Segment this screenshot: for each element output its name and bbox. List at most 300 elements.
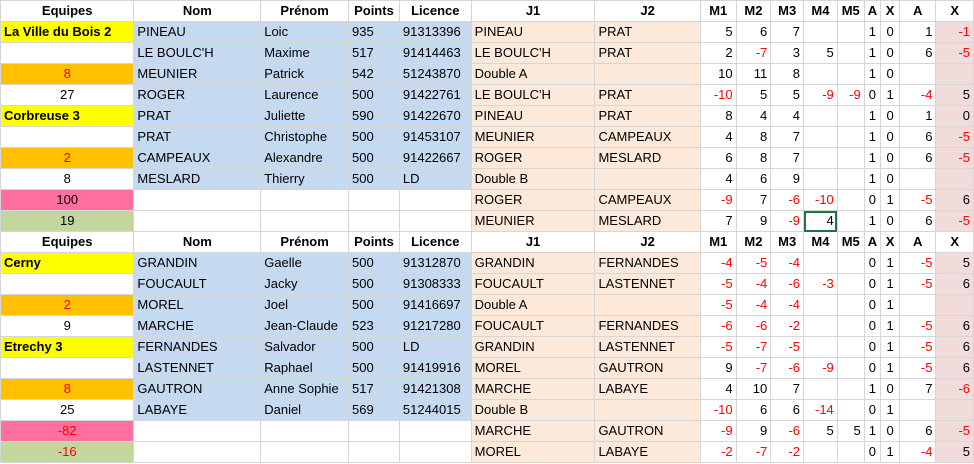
player-nom-cell[interactable]: GRANDIN: [134, 253, 261, 274]
hdr-a2[interactable]: A: [900, 232, 936, 253]
points-a-cell[interactable]: 6: [900, 43, 936, 64]
win-x-cell[interactable]: 0: [881, 106, 900, 127]
win-a-cell[interactable]: 1: [864, 379, 880, 400]
hdr-points[interactable]: Points: [349, 1, 400, 22]
set-score-cell[interactable]: [837, 190, 864, 211]
player-nom-cell[interactable]: MOREL: [134, 295, 261, 316]
points-x-cell[interactable]: 6: [936, 316, 974, 337]
win-a-cell[interactable]: 0: [864, 316, 880, 337]
player-prenom-cell[interactable]: Patrick: [261, 64, 349, 85]
player-licence-cell[interactable]: 91312870: [399, 253, 471, 274]
team-cell[interactable]: -82: [1, 421, 134, 442]
set-score-cell[interactable]: 6: [771, 400, 804, 421]
points-x-cell[interactable]: -5: [936, 148, 974, 169]
player-points-cell[interactable]: 569: [349, 400, 400, 421]
win-x-cell[interactable]: 1: [881, 442, 900, 463]
win-a-cell[interactable]: 0: [864, 253, 880, 274]
set-score-cell[interactable]: [837, 106, 864, 127]
set-score-cell[interactable]: -6: [700, 316, 736, 337]
player-licence-cell[interactable]: 51243870: [399, 64, 471, 85]
set-score-cell[interactable]: 6: [736, 169, 771, 190]
player-nom-cell[interactable]: PRAT: [134, 106, 261, 127]
points-x-cell[interactable]: [936, 64, 974, 85]
player-licence-cell[interactable]: LD: [399, 337, 471, 358]
set-score-cell[interactable]: [804, 337, 838, 358]
team-cell[interactable]: 2: [1, 295, 134, 316]
win-a-cell[interactable]: 0: [864, 442, 880, 463]
hdr-m5[interactable]: M5: [837, 1, 864, 22]
win-x-cell[interactable]: 0: [881, 421, 900, 442]
points-x-cell[interactable]: 6: [936, 274, 974, 295]
set-score-cell[interactable]: 5: [771, 85, 804, 106]
set-score-cell[interactable]: -9: [700, 190, 736, 211]
player-nom-cell[interactable]: ROGER: [134, 85, 261, 106]
set-score-cell[interactable]: [804, 169, 838, 190]
set-score-cell[interactable]: -10: [700, 400, 736, 421]
win-a-cell[interactable]: 1: [864, 106, 880, 127]
points-x-cell[interactable]: -6: [936, 379, 974, 400]
match-j1-cell[interactable]: MEUNIER: [471, 211, 595, 232]
win-x-cell[interactable]: 0: [881, 43, 900, 64]
player-prenom-cell[interactable]: Christophe: [261, 127, 349, 148]
match-j1-cell[interactable]: Double B: [471, 400, 595, 421]
set-score-cell[interactable]: -5: [700, 274, 736, 295]
team-cell[interactable]: -16: [1, 442, 134, 463]
points-x-cell[interactable]: 6: [936, 358, 974, 379]
win-a-cell[interactable]: 1: [864, 169, 880, 190]
set-score-cell[interactable]: 5: [837, 421, 864, 442]
team-cell[interactable]: 8: [1, 64, 134, 85]
set-score-cell[interactable]: 4: [736, 106, 771, 127]
set-score-cell[interactable]: 7: [736, 190, 771, 211]
match-j2-cell[interactable]: PRAT: [595, 22, 700, 43]
player-prenom-cell[interactable]: Jacky: [261, 274, 349, 295]
set-score-cell[interactable]: -9: [837, 85, 864, 106]
player-nom-cell[interactable]: CAMPEAUX: [134, 148, 261, 169]
win-x-cell[interactable]: 0: [881, 379, 900, 400]
win-a-cell[interactable]: 1: [864, 148, 880, 169]
set-score-cell[interactable]: 6: [736, 400, 771, 421]
player-points-cell[interactable]: 500: [349, 169, 400, 190]
hdr-m2[interactable]: M2: [736, 1, 771, 22]
player-prenom-cell[interactable]: Daniel: [261, 400, 349, 421]
player-nom-cell[interactable]: PINEAU: [134, 22, 261, 43]
hdr-a[interactable]: A: [864, 232, 880, 253]
match-j2-cell[interactable]: [595, 169, 700, 190]
set-score-cell[interactable]: [837, 22, 864, 43]
player-prenom-cell[interactable]: Anne Sophie: [261, 379, 349, 400]
set-score-cell[interactable]: [837, 127, 864, 148]
player-nom-cell[interactable]: MEUNIER: [134, 64, 261, 85]
points-a-cell[interactable]: -5: [900, 358, 936, 379]
set-score-cell[interactable]: 8: [736, 127, 771, 148]
win-x-cell[interactable]: 1: [881, 358, 900, 379]
set-score-cell[interactable]: [837, 379, 864, 400]
player-nom-cell[interactable]: FERNANDES: [134, 337, 261, 358]
set-score-cell[interactable]: [804, 295, 838, 316]
team-cell[interactable]: 100: [1, 190, 134, 211]
points-a-cell[interactable]: 6: [900, 211, 936, 232]
win-a-cell[interactable]: 1: [864, 421, 880, 442]
team-cell[interactable]: 8: [1, 379, 134, 400]
points-a-cell[interactable]: -5: [900, 253, 936, 274]
player-points-cell[interactable]: 517: [349, 43, 400, 64]
set-score-cell[interactable]: -2: [771, 316, 804, 337]
points-a-cell[interactable]: -4: [900, 85, 936, 106]
set-score-cell[interactable]: 4: [700, 169, 736, 190]
hdr-points[interactable]: Points: [349, 232, 400, 253]
player-points-cell[interactable]: 500: [349, 85, 400, 106]
player-nom-cell[interactable]: [134, 421, 261, 442]
points-a-cell[interactable]: 1: [900, 22, 936, 43]
player-licence-cell[interactable]: 91422667: [399, 148, 471, 169]
set-score-cell[interactable]: 9: [736, 421, 771, 442]
player-points-cell[interactable]: 500: [349, 337, 400, 358]
set-score-cell[interactable]: [837, 148, 864, 169]
match-j1-cell[interactable]: PINEAU: [471, 106, 595, 127]
win-a-cell[interactable]: 0: [864, 274, 880, 295]
set-score-cell[interactable]: [804, 148, 838, 169]
hdr-m3[interactable]: M3: [771, 232, 804, 253]
points-a-cell[interactable]: -5: [900, 274, 936, 295]
set-score-cell[interactable]: -7: [736, 442, 771, 463]
set-score-cell[interactable]: -10: [700, 85, 736, 106]
set-score-cell[interactable]: -7: [736, 358, 771, 379]
hdr-prenom[interactable]: Prénom: [261, 1, 349, 22]
set-score-cell[interactable]: -9: [804, 85, 838, 106]
player-nom-cell[interactable]: LABAYE: [134, 400, 261, 421]
points-x-cell[interactable]: 0: [936, 106, 974, 127]
set-score-cell[interactable]: -2: [700, 442, 736, 463]
player-licence-cell[interactable]: [399, 421, 471, 442]
win-a-cell[interactable]: 1: [864, 22, 880, 43]
hdr-m3[interactable]: M3: [771, 1, 804, 22]
match-j2-cell[interactable]: LASTENNET: [595, 274, 700, 295]
player-licence-cell[interactable]: [399, 211, 471, 232]
player-prenom-cell[interactable]: Alexandre: [261, 148, 349, 169]
hdr-equipes[interactable]: Equipes: [1, 1, 134, 22]
win-a-cell[interactable]: 0: [864, 190, 880, 211]
match-j2-cell[interactable]: GAUTRON: [595, 358, 700, 379]
points-a-cell[interactable]: 6: [900, 127, 936, 148]
player-licence-cell[interactable]: 91422761: [399, 85, 471, 106]
set-score-cell[interactable]: 5: [736, 85, 771, 106]
win-x-cell[interactable]: 1: [881, 400, 900, 421]
player-nom-cell[interactable]: PRAT: [134, 127, 261, 148]
team-cell[interactable]: 8: [1, 169, 134, 190]
set-score-cell[interactable]: [837, 43, 864, 64]
match-j2-cell[interactable]: CAMPEAUX: [595, 190, 700, 211]
player-points-cell[interactable]: 500: [349, 127, 400, 148]
set-score-cell[interactable]: -4: [771, 295, 804, 316]
win-a-cell[interactable]: 0: [864, 295, 880, 316]
player-licence-cell[interactable]: [399, 190, 471, 211]
set-score-cell[interactable]: 2: [700, 43, 736, 64]
points-a-cell[interactable]: 7: [900, 379, 936, 400]
team-cell[interactable]: [1, 43, 134, 64]
points-x-cell[interactable]: 6: [936, 337, 974, 358]
win-x-cell[interactable]: 1: [881, 85, 900, 106]
win-x-cell[interactable]: 1: [881, 253, 900, 274]
set-score-cell[interactable]: [804, 22, 838, 43]
team-cell[interactable]: 27: [1, 85, 134, 106]
set-score-cell[interactable]: -5: [736, 253, 771, 274]
match-j2-cell[interactable]: CAMPEAUX: [595, 127, 700, 148]
set-score-cell[interactable]: [804, 64, 838, 85]
set-score-cell[interactable]: [837, 358, 864, 379]
points-x-cell[interactable]: -5: [936, 127, 974, 148]
win-x-cell[interactable]: 1: [881, 316, 900, 337]
hdr-x2[interactable]: X: [936, 1, 974, 22]
team-cell[interactable]: 19: [1, 211, 134, 232]
hdr-a[interactable]: A: [864, 1, 880, 22]
player-prenom-cell[interactable]: Laurence: [261, 85, 349, 106]
set-score-cell[interactable]: 10: [736, 379, 771, 400]
win-x-cell[interactable]: 0: [881, 169, 900, 190]
set-score-cell[interactable]: -4: [736, 295, 771, 316]
match-j1-cell[interactable]: MARCHE: [471, 379, 595, 400]
player-points-cell[interactable]: 935: [349, 22, 400, 43]
player-prenom-cell[interactable]: [261, 421, 349, 442]
player-nom-cell[interactable]: [134, 442, 261, 463]
player-points-cell[interactable]: 500: [349, 253, 400, 274]
set-score-cell[interactable]: 7: [771, 379, 804, 400]
set-score-cell[interactable]: 4: [804, 211, 838, 232]
player-prenom-cell[interactable]: Salvador: [261, 337, 349, 358]
player-prenom-cell[interactable]: [261, 190, 349, 211]
set-score-cell[interactable]: -6: [771, 190, 804, 211]
match-j1-cell[interactable]: Double A: [471, 295, 595, 316]
player-prenom-cell[interactable]: Loic: [261, 22, 349, 43]
match-j2-cell[interactable]: LASTENNET: [595, 337, 700, 358]
hdr-x[interactable]: X: [881, 232, 900, 253]
player-prenom-cell[interactable]: [261, 442, 349, 463]
player-licence-cell[interactable]: 91453107: [399, 127, 471, 148]
player-nom-cell[interactable]: LASTENNET: [134, 358, 261, 379]
set-score-cell[interactable]: 7: [700, 211, 736, 232]
win-a-cell[interactable]: 0: [864, 85, 880, 106]
points-x-cell[interactable]: -5: [936, 211, 974, 232]
set-score-cell[interactable]: 8: [736, 148, 771, 169]
points-a-cell[interactable]: -5: [900, 316, 936, 337]
hdr-j1[interactable]: J1: [471, 232, 595, 253]
hdr-nom[interactable]: Nom: [134, 232, 261, 253]
player-prenom-cell[interactable]: [261, 211, 349, 232]
points-x-cell[interactable]: 6: [936, 190, 974, 211]
set-score-cell[interactable]: -5: [771, 337, 804, 358]
set-score-cell[interactable]: -4: [771, 253, 804, 274]
match-j1-cell[interactable]: MOREL: [471, 358, 595, 379]
set-score-cell[interactable]: 5: [700, 22, 736, 43]
match-j1-cell[interactable]: Double B: [471, 169, 595, 190]
player-licence-cell[interactable]: 91308333: [399, 274, 471, 295]
set-score-cell[interactable]: -3: [804, 274, 838, 295]
match-j1-cell[interactable]: MOREL: [471, 442, 595, 463]
set-score-cell[interactable]: 7: [771, 148, 804, 169]
player-licence-cell[interactable]: 91416697: [399, 295, 471, 316]
player-points-cell[interactable]: 500: [349, 358, 400, 379]
win-x-cell[interactable]: 0: [881, 127, 900, 148]
set-score-cell[interactable]: [804, 316, 838, 337]
player-prenom-cell[interactable]: Joel: [261, 295, 349, 316]
team-cell[interactable]: [1, 127, 134, 148]
match-j1-cell[interactable]: FOUCAULT: [471, 274, 595, 295]
set-score-cell[interactable]: 9: [736, 211, 771, 232]
points-a-cell[interactable]: -5: [900, 190, 936, 211]
set-score-cell[interactable]: -2: [771, 442, 804, 463]
set-score-cell[interactable]: 8: [771, 64, 804, 85]
match-j2-cell[interactable]: [595, 295, 700, 316]
points-x-cell[interactable]: -5: [936, 43, 974, 64]
hdr-j2[interactable]: J2: [595, 1, 700, 22]
set-score-cell[interactable]: [837, 64, 864, 85]
player-licence-cell[interactable]: [399, 442, 471, 463]
player-prenom-cell[interactable]: Juliette: [261, 106, 349, 127]
player-prenom-cell[interactable]: Raphael: [261, 358, 349, 379]
match-j2-cell[interactable]: PRAT: [595, 43, 700, 64]
player-points-cell[interactable]: [349, 442, 400, 463]
set-score-cell[interactable]: 5: [804, 43, 838, 64]
points-a-cell[interactable]: 1: [900, 106, 936, 127]
player-points-cell[interactable]: 500: [349, 295, 400, 316]
set-score-cell[interactable]: 3: [771, 43, 804, 64]
hdr-a2[interactable]: A: [900, 1, 936, 22]
hdr-prenom[interactable]: Prénom: [261, 232, 349, 253]
player-prenom-cell[interactable]: Gaelle: [261, 253, 349, 274]
win-a-cell[interactable]: 0: [864, 358, 880, 379]
hdr-m1[interactable]: M1: [700, 1, 736, 22]
hdr-licence[interactable]: Licence: [399, 232, 471, 253]
points-a-cell[interactable]: [900, 64, 936, 85]
match-j2-cell[interactable]: MESLARD: [595, 148, 700, 169]
hdr-m4[interactable]: M4: [804, 1, 838, 22]
set-score-cell[interactable]: -4: [700, 253, 736, 274]
win-a-cell[interactable]: 1: [864, 127, 880, 148]
player-licence-cell[interactable]: 91419916: [399, 358, 471, 379]
set-score-cell[interactable]: -9: [700, 421, 736, 442]
match-j2-cell[interactable]: PRAT: [595, 85, 700, 106]
set-score-cell[interactable]: [837, 337, 864, 358]
set-score-cell[interactable]: 8: [700, 106, 736, 127]
player-nom-cell[interactable]: FOUCAULT: [134, 274, 261, 295]
win-x-cell[interactable]: 0: [881, 22, 900, 43]
points-x-cell[interactable]: [936, 295, 974, 316]
player-points-cell[interactable]: 523: [349, 316, 400, 337]
match-j1-cell[interactable]: FOUCAULT: [471, 316, 595, 337]
hdr-equipes[interactable]: Equipes: [1, 232, 134, 253]
set-score-cell[interactable]: -5: [700, 337, 736, 358]
hdr-j2[interactable]: J2: [595, 232, 700, 253]
player-nom-cell[interactable]: GAUTRON: [134, 379, 261, 400]
set-score-cell[interactable]: -6: [771, 274, 804, 295]
set-score-cell[interactable]: [837, 274, 864, 295]
match-j2-cell[interactable]: [595, 64, 700, 85]
team-cell[interactable]: 2: [1, 148, 134, 169]
set-score-cell[interactable]: [837, 211, 864, 232]
match-j1-cell[interactable]: PINEAU: [471, 22, 595, 43]
set-score-cell[interactable]: [804, 442, 838, 463]
win-x-cell[interactable]: 1: [881, 190, 900, 211]
player-licence-cell[interactable]: 91422670: [399, 106, 471, 127]
team-cell[interactable]: 9: [1, 316, 134, 337]
set-score-cell[interactable]: [804, 379, 838, 400]
set-score-cell[interactable]: -6: [771, 358, 804, 379]
player-prenom-cell[interactable]: Jean-Claude: [261, 316, 349, 337]
match-j1-cell[interactable]: ROGER: [471, 190, 595, 211]
player-points-cell[interactable]: 500: [349, 148, 400, 169]
match-j2-cell[interactable]: PRAT: [595, 106, 700, 127]
set-score-cell[interactable]: [804, 106, 838, 127]
player-licence-cell[interactable]: 91421308: [399, 379, 471, 400]
match-j1-cell[interactable]: LE BOULC'H: [471, 85, 595, 106]
set-score-cell[interactable]: -4: [736, 274, 771, 295]
points-x-cell[interactable]: 5: [936, 253, 974, 274]
hdr-x2[interactable]: X: [936, 232, 974, 253]
set-score-cell[interactable]: 6: [736, 22, 771, 43]
hdr-j1[interactable]: J1: [471, 1, 595, 22]
hdr-m5[interactable]: M5: [837, 232, 864, 253]
set-score-cell[interactable]: [837, 253, 864, 274]
points-x-cell[interactable]: [936, 169, 974, 190]
match-j2-cell[interactable]: FERNANDES: [595, 253, 700, 274]
player-nom-cell[interactable]: [134, 190, 261, 211]
set-score-cell[interactable]: 9: [700, 358, 736, 379]
set-score-cell[interactable]: -7: [736, 337, 771, 358]
win-x-cell[interactable]: 1: [881, 274, 900, 295]
set-score-cell[interactable]: 9: [771, 169, 804, 190]
win-x-cell[interactable]: 0: [881, 148, 900, 169]
match-j1-cell[interactable]: MARCHE: [471, 421, 595, 442]
match-j2-cell[interactable]: LABAYE: [595, 442, 700, 463]
set-score-cell[interactable]: 4: [700, 379, 736, 400]
set-score-cell[interactable]: 10: [700, 64, 736, 85]
match-j1-cell[interactable]: LE BOULC'H: [471, 43, 595, 64]
set-score-cell[interactable]: [804, 253, 838, 274]
win-a-cell[interactable]: 0: [864, 400, 880, 421]
set-score-cell[interactable]: -5: [700, 295, 736, 316]
match-j2-cell[interactable]: MESLARD: [595, 211, 700, 232]
player-nom-cell[interactable]: LE BOULC'H: [134, 43, 261, 64]
set-score-cell[interactable]: -7: [736, 43, 771, 64]
player-nom-cell[interactable]: MARCHE: [134, 316, 261, 337]
player-points-cell[interactable]: 590: [349, 106, 400, 127]
points-x-cell[interactable]: [936, 400, 974, 421]
team-cell[interactable]: La Ville du Bois 2: [1, 22, 134, 43]
set-score-cell[interactable]: 4: [771, 106, 804, 127]
team-cell[interactable]: Etrechy 3: [1, 337, 134, 358]
player-points-cell[interactable]: 517: [349, 379, 400, 400]
win-a-cell[interactable]: 1: [864, 64, 880, 85]
player-points-cell[interactable]: [349, 421, 400, 442]
set-score-cell[interactable]: [837, 295, 864, 316]
set-score-cell[interactable]: [837, 400, 864, 421]
set-score-cell[interactable]: [804, 127, 838, 148]
hdr-m1[interactable]: M1: [700, 232, 736, 253]
hdr-x[interactable]: X: [881, 1, 900, 22]
set-score-cell[interactable]: 4: [700, 127, 736, 148]
hdr-m2[interactable]: M2: [736, 232, 771, 253]
player-nom-cell[interactable]: MESLARD: [134, 169, 261, 190]
player-points-cell[interactable]: [349, 190, 400, 211]
win-a-cell[interactable]: 1: [864, 211, 880, 232]
set-score-cell[interactable]: [837, 169, 864, 190]
points-a-cell[interactable]: -5: [900, 337, 936, 358]
set-score-cell[interactable]: -10: [804, 190, 838, 211]
player-licence-cell[interactable]: LD: [399, 169, 471, 190]
player-licence-cell[interactable]: 51244015: [399, 400, 471, 421]
set-score-cell[interactable]: -9: [804, 358, 838, 379]
match-j1-cell[interactable]: Double A: [471, 64, 595, 85]
